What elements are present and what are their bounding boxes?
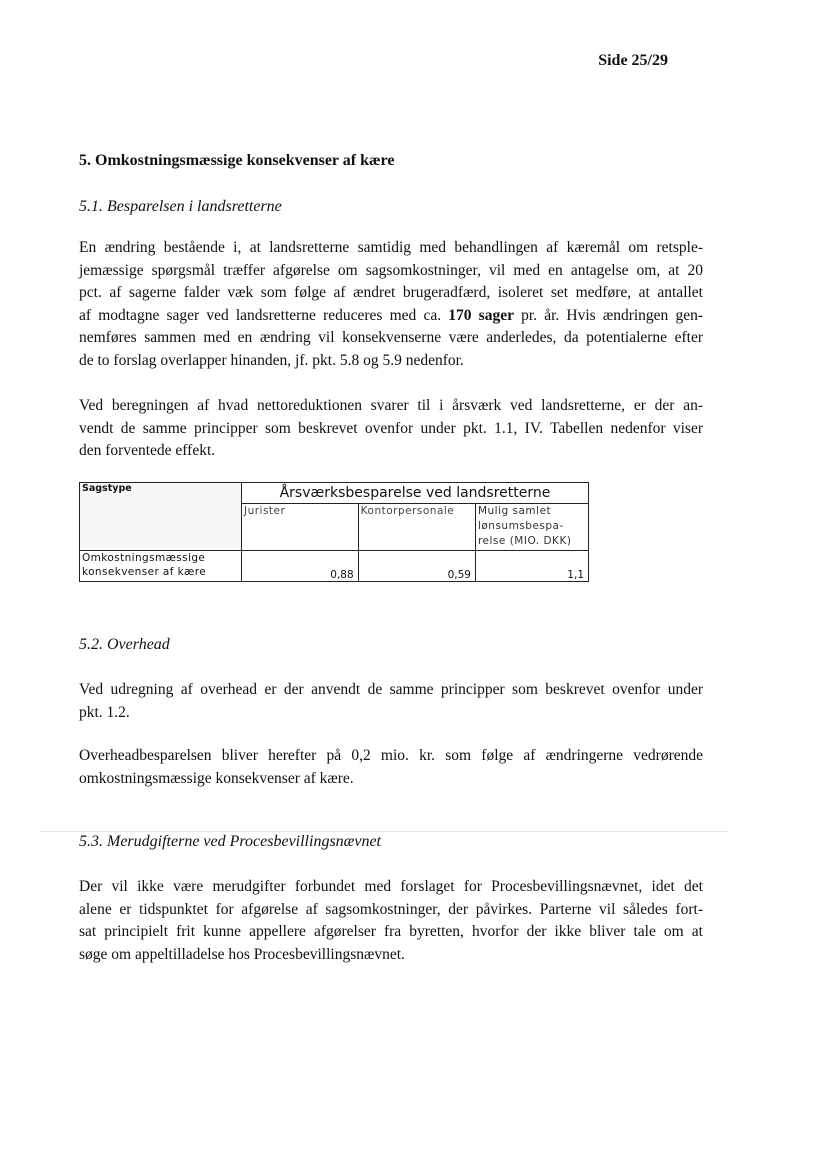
table-row (80, 551, 589, 582)
text-line: Overheadbesparelsen bliver herefter på 0,2 mio. kr. som følge af ændringerne vedrørende (79, 747, 703, 764)
text-line: nemføres sammen med en ændring vil konsekvenserne være anderledes, da potentialerne efter (79, 329, 703, 347)
section-5-title: 5. Omkostningsmæssige konsekvenser af kære (79, 152, 395, 169)
value-kontorpersonale: 0,59 (358, 551, 475, 582)
section-5-3-heading: 5.3. Merudgifterne ved Procesbevillingsnævnet (79, 833, 381, 850)
text-line: søge om appeltilladelse hos Procesbevillingsnævnet. (79, 945, 405, 963)
text-line: alene er tidspunktet for afgørelse af sagsomkostninger, der påvirkes. Parterne vil således fort- (79, 900, 703, 918)
header-line: Mulig samlet (477, 505, 552, 517)
text-fragment: pr. år. Hvis ændringen gen- (513, 306, 703, 324)
text-line: omkostningsmæssige konsekvenser af kære. (79, 769, 354, 787)
table-header-lonsumsbesparelse (475, 504, 588, 551)
table-header-sagstype: Sagstype (80, 483, 242, 551)
label-line: konsekvenser af kære (82, 566, 207, 578)
text-line: den forventede effekt. (79, 442, 216, 460)
text-line: pct. af sagerne falder væk som følge af ændret brugeradfærd, isoleret set medføre, at antallet (79, 284, 703, 302)
text-line: pkt. 1.2. (79, 703, 130, 721)
label-line: Omkostningsmæssige (82, 552, 206, 564)
table-header-jurister: Jurister (241, 504, 358, 551)
divider (40, 831, 728, 832)
page-number: Side 25/29 (598, 52, 668, 69)
table-group-header: Årsværksbesparelse ved landsretterne (241, 483, 588, 504)
value-jurister: 0,88 (241, 551, 358, 582)
text-line: Ved beregningen af hvad nettoreduktionen svarer til i årsværk ved landsretterne, er der an- (79, 397, 703, 414)
sager-count-highlight: 170 sager (448, 306, 514, 324)
section-5-1-paragraph-1 (79, 237, 703, 373)
text-line: vendt de samme principper som beskrevet ovenfor under pkt. 1.1, IV. Tabellen nedenfor viser (79, 419, 703, 437)
text-line: jemæssige spørgsmål træffer afgørelse om sagsomkostninger, vil med en antagelse om, at 20 (79, 261, 703, 279)
text-line: de to forslag overlapper hinanden, jf. pkt. 5.8 og 5.9 nedenfor. (79, 351, 464, 369)
text-line: sat principielt frit kunne appellere afgørelser fra byretten, hvorfor der ikke bliver tale om at (79, 923, 703, 941)
header-line: relse (MIO. DKK) (477, 535, 572, 547)
section-5-2-paragraph-1 (79, 679, 703, 724)
header-line: lønsumsbespa- (477, 520, 564, 532)
text-line (79, 305, 703, 328)
text-line: Ved udregning af overhead er der anvendt de samme principper som beskrevet ovenfor under (79, 681, 703, 698)
text-fragment: af modtagne sager ved landsretterne reduceres med ca. (79, 306, 449, 324)
section-5-2-paragraph-2 (79, 745, 703, 790)
section-5-3-paragraph-1 (79, 876, 703, 966)
table-header-kontorpersonale: Kontorpersonale (358, 504, 475, 551)
section-5-1-paragraph-2 (79, 395, 703, 463)
section-5-2-heading: 5.2. Overhead (79, 636, 170, 653)
text-line: En ændring bestående i, at landsretterne samtidig med behandlingen af kæremål om retsple- (79, 239, 703, 256)
value-lonsumsbesparelse: 1,1 (475, 551, 588, 582)
effect-table (79, 482, 589, 582)
section-5-1-heading: 5.1. Besparelsen i landsretterne (79, 198, 282, 215)
row-label (80, 551, 242, 582)
text-line: Der vil ikke være merudgifter forbundet med forslaget for Procesbevillingsnævnet, idet det (79, 878, 703, 895)
